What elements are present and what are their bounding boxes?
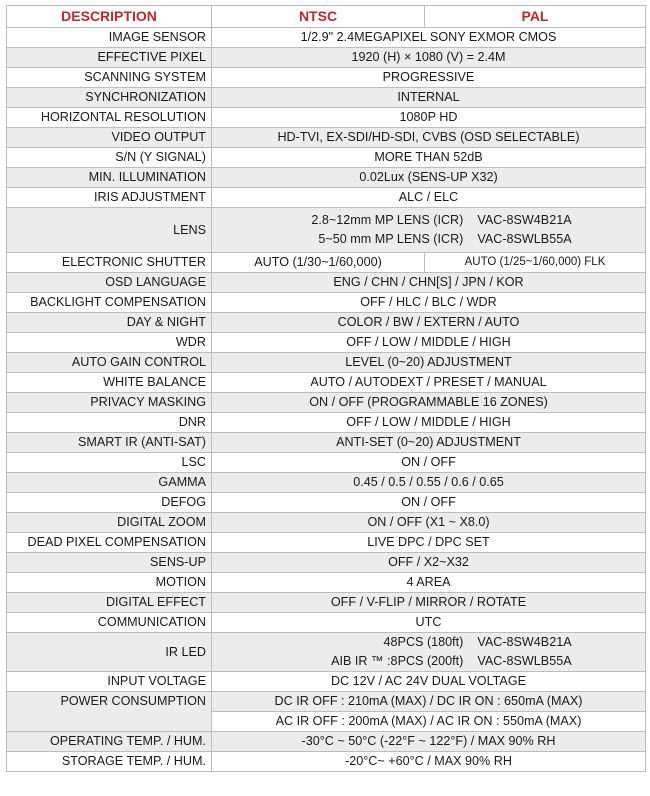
lens-spec: 5~50 mm MP LENS (ICR) bbox=[318, 232, 464, 246]
spec-label: WHITE BALANCE bbox=[7, 373, 212, 393]
spec-label: WDR bbox=[7, 333, 212, 353]
spec-label: AUTO GAIN CONTROL bbox=[7, 353, 212, 373]
spec-label: IMAGE SENSOR bbox=[7, 28, 212, 48]
spec-value: ALC / ELC bbox=[212, 188, 646, 208]
header-ntsc: NTSC bbox=[212, 6, 425, 28]
spec-label: INPUT VOLTAGE bbox=[7, 672, 212, 692]
table-row-lens bbox=[7, 208, 646, 253]
table-row bbox=[7, 473, 646, 493]
lens-line-2 bbox=[217, 230, 640, 249]
spec-label: OPERATING TEMP. / HUM. bbox=[7, 732, 212, 752]
spec-label: SYNCHRONIZATION bbox=[7, 88, 212, 108]
spec-value: LIVE DPC / DPC SET bbox=[212, 533, 646, 553]
shutter-ntsc: AUTO (1/30~1/60,000) bbox=[212, 253, 425, 273]
irled-values bbox=[212, 633, 646, 672]
shutter-pal: AUTO (1/25~1/60,000) FLK bbox=[425, 253, 646, 273]
spec-label: DIGITAL ZOOM bbox=[7, 513, 212, 533]
spec-value: 0.45 / 0.5 / 0.55 / 0.6 / 0.65 bbox=[212, 473, 646, 493]
spec-value: OFF / LOW / MIDDLE / HIGH bbox=[212, 333, 646, 353]
spec-label: DEFOG bbox=[7, 493, 212, 513]
spec-label: EFFECTIVE PIXEL bbox=[7, 48, 212, 68]
table-row bbox=[7, 732, 646, 752]
spec-table bbox=[6, 5, 646, 772]
spec-value: ON / OFF bbox=[212, 453, 646, 473]
spec-value: OFF / HLC / BLC / WDR bbox=[212, 293, 646, 313]
irled-model: VAC-8SWLB55A bbox=[477, 654, 572, 668]
spec-value: COLOR / BW / EXTERN / AUTO bbox=[212, 313, 646, 333]
spec-label: HORIZONTAL RESOLUTION bbox=[7, 108, 212, 128]
irled-line-1 bbox=[217, 633, 640, 652]
header-row bbox=[7, 6, 646, 28]
lens-model: VAC-8SW4B21A bbox=[477, 213, 572, 227]
spec-value: ENG / CHN / CHN[S] / JPN / KOR bbox=[212, 273, 646, 293]
table-row bbox=[7, 48, 646, 68]
table-row bbox=[7, 553, 646, 573]
spec-label: STORAGE TEMP. / HUM. bbox=[7, 752, 212, 772]
spec-label: DAY & NIGHT bbox=[7, 313, 212, 333]
table-row bbox=[7, 68, 646, 88]
spec-label: SENS-UP bbox=[7, 553, 212, 573]
table-row bbox=[7, 88, 646, 108]
spec-value: ANTI-SET (0~20) ADJUSTMENT bbox=[212, 433, 646, 453]
spec-label: ELECTRONIC SHUTTER bbox=[7, 253, 212, 273]
spec-label: S/N (Y SIGNAL) bbox=[7, 148, 212, 168]
spec-value: PROGRESSIVE bbox=[212, 68, 646, 88]
irled-line-2 bbox=[217, 652, 640, 671]
spec-value: AUTO / AUTODEXT / PRESET / MANUAL bbox=[212, 373, 646, 393]
spec-label: MIN. ILLUMINATION bbox=[7, 168, 212, 188]
spec-value: INTERNAL bbox=[212, 88, 646, 108]
table-row-power bbox=[7, 692, 646, 712]
table-row bbox=[7, 188, 646, 208]
power-line-1: DC IR OFF : 210mA (MAX) / DC IR ON : 650mA (MAX) bbox=[212, 692, 646, 712]
table-row bbox=[7, 453, 646, 473]
table-row bbox=[7, 148, 646, 168]
power-line-2: AC IR OFF : 200mA (MAX) / AC IR ON : 550mA (MAX) bbox=[212, 712, 646, 732]
spec-label: DEAD PIXEL COMPENSATION bbox=[7, 533, 212, 553]
lens-line-1 bbox=[217, 211, 640, 230]
table-row bbox=[7, 373, 646, 393]
spec-label: GAMMA bbox=[7, 473, 212, 493]
spec-value: HD-TVI, EX-SDI/HD-SDI, CVBS (OSD SELECTABLE) bbox=[212, 128, 646, 148]
irled-model: VAC-8SW4B21A bbox=[477, 635, 572, 649]
spec-label: MOTION bbox=[7, 573, 212, 593]
spec-label: DIGITAL EFFECT bbox=[7, 593, 212, 613]
table-row bbox=[7, 752, 646, 772]
spec-label: IRIS ADJUSTMENT bbox=[7, 188, 212, 208]
spec-label: BACKLIGHT COMPENSATION bbox=[7, 293, 212, 313]
spec-value: OFF / X2~X32 bbox=[212, 553, 646, 573]
table-row bbox=[7, 108, 646, 128]
spec-value: OFF / V-FLIP / MIRROR / ROTATE bbox=[212, 593, 646, 613]
spec-label: OSD LANGUAGE bbox=[7, 273, 212, 293]
table-row bbox=[7, 393, 646, 413]
spec-value: DC 12V / AC 24V DUAL VOLTAGE bbox=[212, 672, 646, 692]
table-row bbox=[7, 493, 646, 513]
table-row bbox=[7, 293, 646, 313]
lens-spec: 2.8~12mm MP LENS (ICR) bbox=[311, 213, 464, 227]
spec-value: 1920 (H) × 1080 (V) = 2.4M bbox=[212, 48, 646, 68]
spec-label: LENS bbox=[7, 208, 212, 253]
spec-value: -30°C ~ 50°C (-22°F ~ 122°F) / MAX 90% RH bbox=[212, 732, 646, 752]
spec-value: ON / OFF (X1 ~ X8.0) bbox=[212, 513, 646, 533]
irled-spec: 48PCS (180ft) bbox=[383, 635, 464, 649]
table-row bbox=[7, 353, 646, 373]
table-row bbox=[7, 533, 646, 553]
header-description: DESCRIPTION bbox=[7, 6, 212, 28]
spec-value: LEVEL (0~20) ADJUSTMENT bbox=[212, 353, 646, 373]
table-row bbox=[7, 433, 646, 453]
table-row bbox=[7, 672, 646, 692]
lens-model: VAC-8SWLB55A bbox=[477, 232, 572, 246]
spec-label: SCANNING SYSTEM bbox=[7, 68, 212, 88]
table-row-irled bbox=[7, 633, 646, 672]
spec-value: 1080P HD bbox=[212, 108, 646, 128]
irled-spec: AIB IR ™ :8PCS (200ft) bbox=[331, 654, 464, 668]
spec-label: PRIVACY MASKING bbox=[7, 393, 212, 413]
spec-value: ON / OFF bbox=[212, 493, 646, 513]
spec-label: DNR bbox=[7, 413, 212, 433]
spec-value: OFF / LOW / MIDDLE / HIGH bbox=[212, 413, 646, 433]
table-row bbox=[7, 128, 646, 148]
table-row bbox=[7, 273, 646, 293]
spec-label: LSC bbox=[7, 453, 212, 473]
table-row bbox=[7, 28, 646, 48]
table-row bbox=[7, 573, 646, 593]
table-row bbox=[7, 333, 646, 353]
table-row bbox=[7, 513, 646, 533]
table-row bbox=[7, 168, 646, 188]
table-row bbox=[7, 313, 646, 333]
table-row-shutter bbox=[7, 253, 646, 273]
spec-value: UTC bbox=[212, 613, 646, 633]
lens-values bbox=[212, 208, 646, 253]
spec-label: COMMUNICATION bbox=[7, 613, 212, 633]
spec-label: SMART IR (ANTI-SAT) bbox=[7, 433, 212, 453]
spec-label: POWER CONSUMPTION bbox=[7, 692, 212, 732]
spec-value: ON / OFF (PROGRAMMABLE 16 ZONES) bbox=[212, 393, 646, 413]
spec-value: 1/2.9" 2.4MEGAPIXEL SONY EXMOR CMOS bbox=[212, 28, 646, 48]
spec-label: VIDEO OUTPUT bbox=[7, 128, 212, 148]
spec-value: MORE THAN 52dB bbox=[212, 148, 646, 168]
spec-value: -20°C~ +60°C / MAX 90% RH bbox=[212, 752, 646, 772]
spec-value: 0.02Lux (SENS-UP X32) bbox=[212, 168, 646, 188]
spec-value: 4 AREA bbox=[212, 573, 646, 593]
table-row bbox=[7, 413, 646, 433]
table-row bbox=[7, 593, 646, 613]
header-pal: PAL bbox=[425, 6, 646, 28]
spec-label: IR LED bbox=[7, 633, 212, 672]
table-row bbox=[7, 613, 646, 633]
